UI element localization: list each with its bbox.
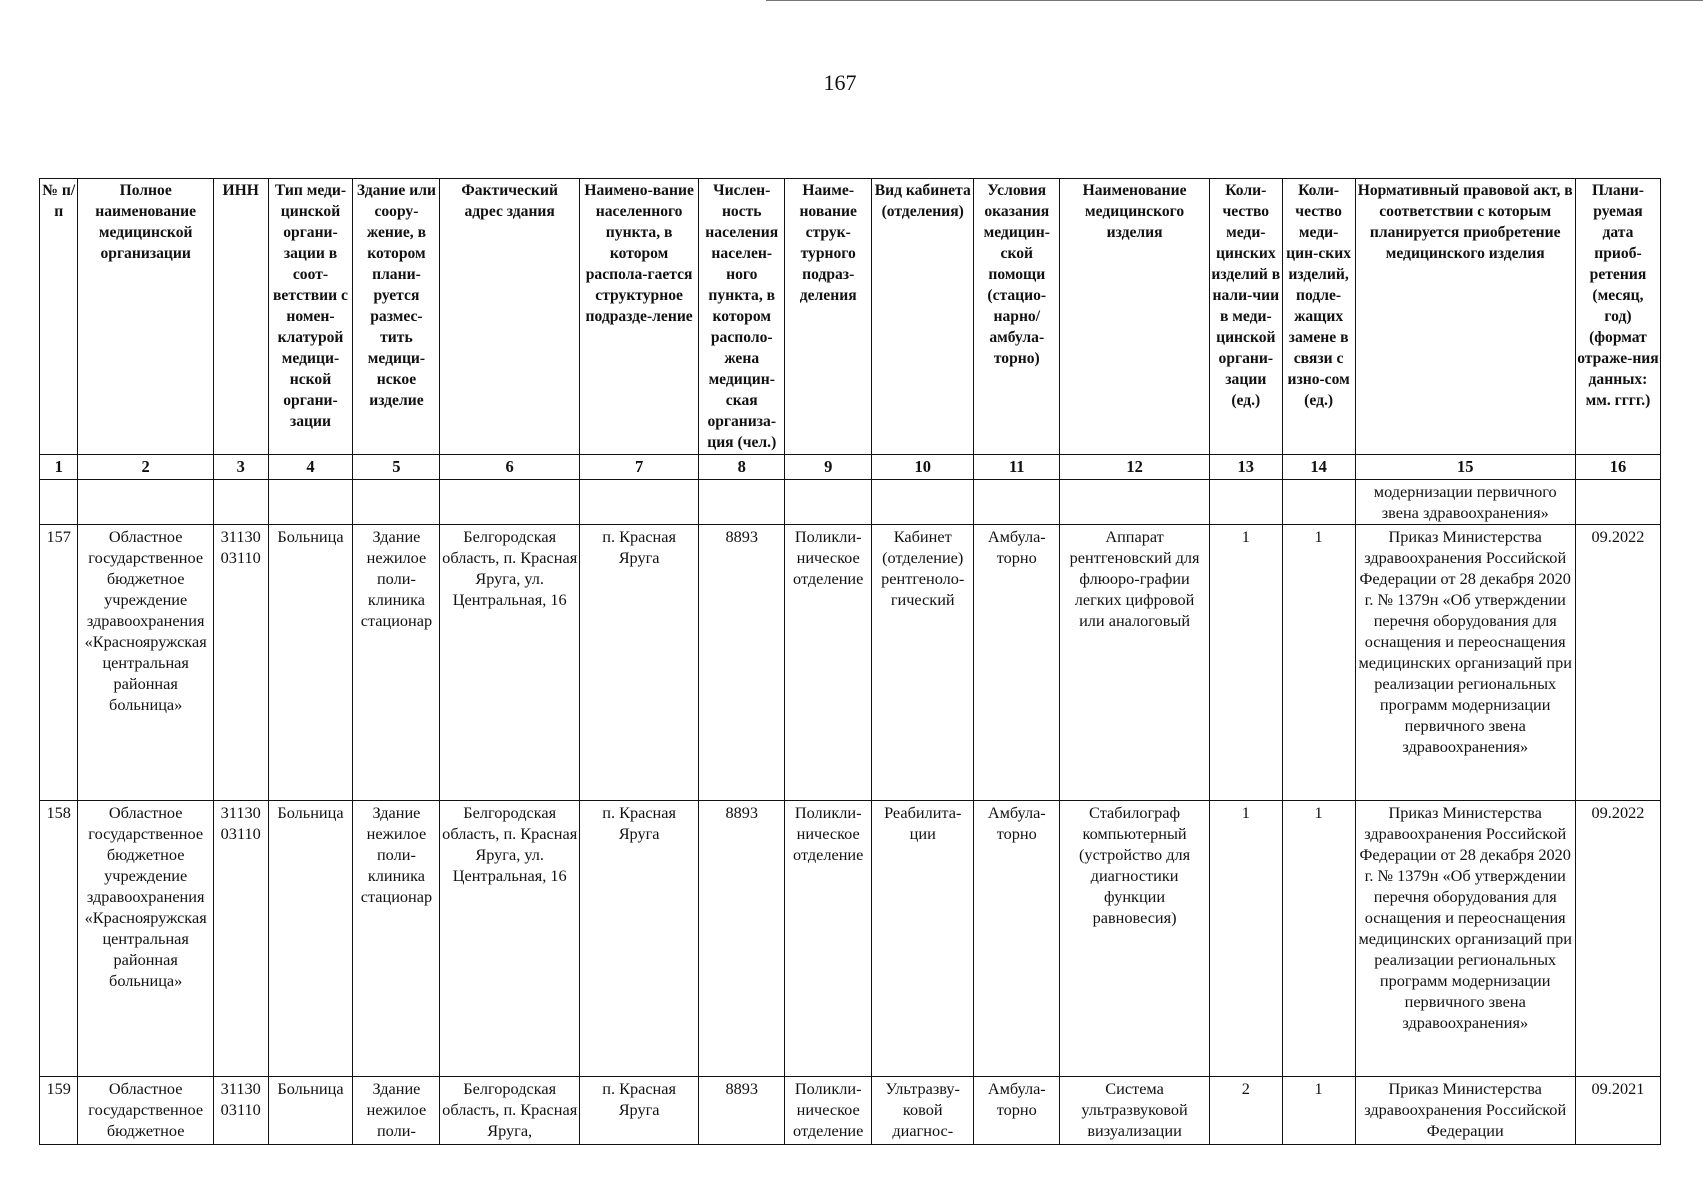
qty-replace: 1 — [1282, 525, 1355, 801]
purchase-date: 09.2022 — [1575, 525, 1660, 801]
page-number: 167 — [823, 70, 857, 95]
header-cell: Наиме-нование струк-турного подраз-деления — [785, 179, 872, 455]
qty-replace: 1 — [1282, 1077, 1355, 1145]
column-number: 8 — [699, 455, 785, 480]
column-number: 9 — [785, 455, 872, 480]
care-conditions: Амбула-торно — [974, 525, 1060, 801]
header-cell: Нормативный правовой акт, в соответствии с которым планируется приобретение медицинского изделия — [1355, 179, 1575, 455]
header-cell: Коли-чество меди-цин-ских изделий, подле-жащих замене в связи с изно-сом (ед.) — [1282, 179, 1355, 455]
organization-type: Больница — [268, 801, 353, 1077]
table-row — [40, 525, 1661, 801]
row-number: 158 — [40, 801, 78, 1077]
organization-type: Больница — [268, 525, 353, 801]
qty-available: 2 — [1209, 1077, 1282, 1145]
locality: п. Красная Яруга — [579, 801, 698, 1077]
purchase-date: 09.2022 — [1575, 801, 1660, 1077]
subdivision: Поликли-ническое отделение — [785, 525, 872, 801]
column-number: 16 — [1575, 455, 1660, 480]
header-cell: ИНН — [213, 179, 268, 455]
organization-type: Больница — [268, 1077, 353, 1145]
column-number: 1 — [40, 455, 78, 480]
header-cell: Фактический адрес здания — [440, 179, 580, 455]
subdivision: Поликли-ническое отделение — [785, 801, 872, 1077]
row-number: 159 — [40, 1077, 78, 1145]
equipment-table — [39, 178, 1661, 1145]
cabinet: Реабилита-ции — [872, 801, 974, 1077]
locality: п. Красная Яруга — [579, 1077, 698, 1145]
header-cell: № п/п — [40, 179, 78, 455]
inn: 31130 03110 — [213, 1077, 268, 1145]
column-number: 12 — [1060, 455, 1210, 480]
table-row — [40, 801, 1661, 1077]
building: Здание нежилое поли-клиника стационар — [353, 801, 440, 1077]
header-cell: Здание или соору-жение, в котором плани-руется размес-тить медици-нское изделие — [353, 179, 440, 455]
legal-act: Приказ Министерства здравоохранения Российской Федерации от 28 декабря 2020 г. № 1379н «Об утверждении перечня оборудования для оснащения и переоснащения медицинских организаций при реализации региональных программ модернизации первичного звена здравоохранения» — [1355, 525, 1575, 801]
header-cell: Коли-чество меди-цинских изделий в нали-чии в меди-цинской органи-зации (ед.) — [1209, 179, 1282, 455]
qty-available: 1 — [1209, 525, 1282, 801]
cabinet: Ультразву-ковой диагнос- — [872, 1077, 974, 1145]
header-cell: Тип меди-цинской органи-зации в соот-ветствии с номен-клатурой медици-нской органи-зации — [268, 179, 353, 455]
device-name: Аппарат рентгеновский для флюоро-графии легких цифровой или аналоговый — [1060, 525, 1210, 801]
purchase-date: 09.2021 — [1575, 1077, 1660, 1145]
organization-name: Областное государственное бюджетное учреждение здравоохранения «Краснояружская центральная районная больница» — [78, 801, 214, 1077]
column-number: 6 — [440, 455, 580, 480]
column-number: 14 — [1282, 455, 1355, 480]
organization-name: Областное государственное бюджетное учреждение здравоохранения «Краснояружская центральная районная больница» — [78, 525, 214, 801]
locality: п. Красная Яруга — [579, 525, 698, 801]
header-cell: Наименование медицинского изделия — [1060, 179, 1210, 455]
building: Здание нежилое поли- — [353, 1077, 440, 1145]
organization-name: Областное государственное бюджетное — [78, 1077, 214, 1145]
header-cell: Наимено-вание населенного пункта, в котором распола-гается структурное подразде-ление — [579, 179, 698, 455]
continuation-text: модернизации первичного звена здравоохранения» — [1355, 480, 1575, 525]
top-rule — [766, 0, 1703, 1]
population: 8893 — [699, 1077, 785, 1145]
header-cell: Условия оказания медицин-ской помощи (стацио-нарно/ амбула-торно) — [974, 179, 1060, 455]
header-row — [40, 179, 1661, 455]
header-cell: Числен-ность населения населен-ного пункта, в котором располо-жена медицин-ская организа-ция (чел.) — [699, 179, 785, 455]
cabinet: Кабинет (отделение) рентгеноло-гический — [872, 525, 974, 801]
row-number: 157 — [40, 525, 78, 801]
column-number: 7 — [579, 455, 698, 480]
care-conditions: Амбула-торно — [974, 1077, 1060, 1145]
column-number: 2 — [78, 455, 214, 480]
column-number: 11 — [974, 455, 1060, 480]
device-name: Стабилограф компьютерный (устройство для диагностики функции равновесия) — [1060, 801, 1210, 1077]
header-cell: Вид кабинета (отделения) — [872, 179, 974, 455]
header-cell: Полное наименование медицинской организации — [78, 179, 214, 455]
column-number: 15 — [1355, 455, 1575, 480]
address: Белгородская область, п. Красная Яруга, ул. Центральная, 16 — [440, 525, 580, 801]
qty-replace: 1 — [1282, 801, 1355, 1077]
continuation-row — [40, 480, 1661, 525]
population: 8893 — [699, 525, 785, 801]
inn: 31130 03110 — [213, 525, 268, 801]
legal-act: Приказ Министерства здравоохранения Российской Федерации — [1355, 1077, 1575, 1145]
legal-act: Приказ Министерства здравоохранения Российской Федерации от 28 декабря 2020 г. № 1379н «Об утверждении перечня оборудования для оснащения и переоснащения медицинских организаций при реализации региональных программ модернизации первичного звена здравоохранения» — [1355, 801, 1575, 1077]
column-number: 13 — [1209, 455, 1282, 480]
column-number: 3 — [213, 455, 268, 480]
population: 8893 — [699, 801, 785, 1077]
header-cell: Плани-руемая дата приоб-ретения (месяц, год) (формат отраже-ния данных: мм. гггг.) — [1575, 179, 1660, 455]
column-number: 4 — [268, 455, 353, 480]
inn: 31130 03110 — [213, 801, 268, 1077]
qty-available: 1 — [1209, 801, 1282, 1077]
column-number: 5 — [353, 455, 440, 480]
address: Белгородская область, п. Красная Яруга, — [440, 1077, 580, 1145]
care-conditions: Амбула-торно — [974, 801, 1060, 1077]
column-number: 10 — [872, 455, 974, 480]
address: Белгородская область, п. Красная Яруга, ул. Центральная, 16 — [440, 801, 580, 1077]
column-number-row — [40, 455, 1661, 480]
table-row — [40, 1077, 1661, 1145]
device-name: Система ультразвуковой визуализации — [1060, 1077, 1210, 1145]
subdivision: Поликли-ническое отделение — [785, 1077, 872, 1145]
building: Здание нежилое поли-клиника стационар — [353, 525, 440, 801]
